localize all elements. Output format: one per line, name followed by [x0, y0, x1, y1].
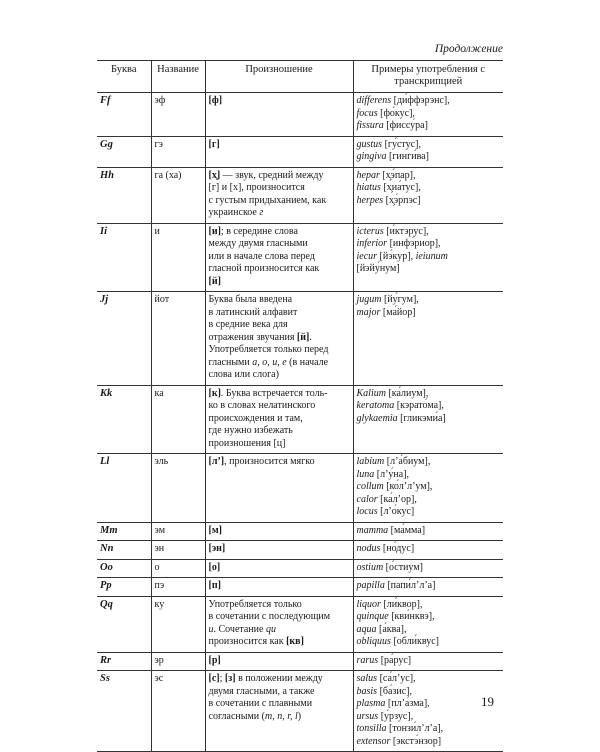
pronunciation-line: [к]. Буква встречается толь- [208, 387, 328, 399]
example-line: differens [ди́ффэрэнс], [356, 95, 450, 106]
example-line: nodus [но́дус] [356, 543, 415, 554]
example-line: mamma [ма́мма] [356, 524, 426, 536]
pronunciation-line: ко в словах нелатинского [208, 400, 316, 411]
examples-cell [353, 559, 503, 578]
letter-cell: Kk [97, 385, 151, 454]
letter-cell: Nn [97, 541, 151, 560]
letter-cell: Ff [97, 93, 151, 137]
examples-cell [353, 578, 503, 597]
examples-cell [353, 652, 503, 671]
pronunciation-line: Употребляется только перед [208, 344, 329, 355]
letter-name-cell: эль [151, 454, 205, 523]
table-row [97, 522, 503, 541]
example-line: luna [л’у́на], [356, 468, 410, 480]
letter-name-cell: ку [151, 596, 205, 652]
pronunciation-line: в латинский алфавит [208, 306, 298, 318]
pronunciation-line: с густым придыханием, как [208, 194, 327, 206]
example-line: major [ма́йор] [356, 306, 416, 318]
continued-label: Продолжение [434, 43, 503, 55]
table-row [97, 596, 503, 652]
letter-cell: Ss [97, 671, 151, 752]
pronunciation-cell [205, 578, 353, 597]
table-header-row [97, 61, 503, 93]
pronunciation-line: гласной произносится как [208, 263, 320, 274]
example-line: collum [ко́л’л’ум], [356, 481, 433, 492]
example-line: keratoma [кэрато́ма], [356, 400, 444, 411]
pronunciation-cell [205, 541, 353, 560]
example-line: inferior [инфэ́риор], [356, 238, 441, 249]
pronunciation-line: [м] [208, 524, 222, 536]
letter-name-cell: эр [151, 652, 205, 671]
example-line: papilla [папи́л’л’а] [356, 580, 436, 591]
example-line: icterus [и́ктэрус], [356, 225, 429, 237]
pronunciation-line: между двумя гласными [208, 238, 308, 249]
pronunciation-line: слова или слога) [208, 369, 279, 380]
example-line: locus [л’о́кус] [356, 506, 415, 517]
letter-cell: Gg [97, 136, 151, 167]
pronunciation-line: [ф] [208, 95, 223, 106]
letter-name-cell: гэ [151, 136, 205, 167]
table-row [97, 167, 503, 223]
letter-cell: Jj [97, 292, 151, 386]
examples-cell [353, 385, 503, 454]
examples-cell [353, 167, 503, 223]
pronunciation-cell [205, 596, 353, 652]
table-row [97, 93, 503, 137]
pronunciation-cell [205, 136, 353, 167]
pronunciation-line: Буква была введена [208, 294, 293, 305]
letter-cell: Rr [97, 652, 151, 671]
pronunciation-line: [и]; в середине слова [208, 225, 298, 237]
letter-name-cell: ка [151, 385, 205, 454]
letter-cell: Ll [97, 454, 151, 523]
page-number: 19 [481, 694, 494, 709]
letter-cell: Mm [97, 522, 151, 541]
example-line: liquor [ли́квор], [356, 598, 423, 610]
pronunciation-line: гласными a, o, u, e (в начале [208, 356, 329, 368]
table-row [97, 652, 503, 671]
pronunciation-line: [й] [208, 275, 221, 287]
example-line: obliquus [обли́квус] [356, 636, 439, 647]
letter-name-cell: о [151, 559, 205, 578]
pronunciation-line: произношения [ц] [208, 437, 286, 449]
pronunciation-line: произносится как [кв] [208, 636, 304, 647]
letter-cell: Pp [97, 578, 151, 597]
letter-cell: Qq [97, 596, 151, 652]
example-line: tonsilla [тонзи́л’л’а], [356, 723, 444, 734]
letter-cell: Oo [97, 559, 151, 578]
pronunciation-cell [205, 167, 353, 223]
pronunciation-cell [205, 522, 353, 541]
letter-cell: Hh [97, 167, 151, 223]
letter-name-cell: и [151, 223, 205, 292]
examples-cell [353, 541, 503, 560]
pronunciation-line: украинское г [208, 207, 264, 218]
column-header-examples: Примеры употребления с транскрипцией [353, 61, 503, 93]
examples-cell [353, 223, 503, 292]
pronunciation-line: [х̧] — звук, средний между [208, 169, 324, 181]
pronunciation-line: в сочетании с последующим [208, 611, 331, 622]
pronunciation-line: Употребляется только [208, 598, 302, 610]
table-row [97, 671, 503, 752]
pronunciation-line: [г] [208, 138, 220, 150]
pronunciation-line: в средние века для [208, 319, 288, 330]
column-header-name: Название [151, 61, 205, 93]
table-row [97, 578, 503, 597]
pronunciation-cell [205, 385, 353, 454]
example-line: quinque [кви́нквэ], [356, 611, 435, 622]
letter-name-cell: эф [151, 93, 205, 137]
letter-name-cell: эм [151, 522, 205, 541]
pronunciation-line: u. Сочетание qu [208, 623, 276, 635]
example-line: gustus [гу́стус], [356, 138, 421, 150]
example-line: focus [фо́кус], [356, 107, 415, 119]
table-row [97, 292, 503, 386]
pronunciation-cell [205, 454, 353, 523]
latin-alphabet-table [97, 60, 503, 752]
pronunciation-line: согласными (m, n, r, l) [208, 710, 302, 722]
letter-cell: Ii [97, 223, 151, 292]
example-line: [йэйу́нум] [356, 263, 400, 274]
column-header-letter: Буква [97, 61, 151, 93]
table-row [97, 385, 503, 454]
letter-name-cell: пэ [151, 578, 205, 597]
pronunciation-line: отражения звучания [й]. [208, 331, 312, 343]
pronunciation-line: [г] и [х], произносится [208, 182, 305, 193]
example-line: plasma [пл’а́зма], [356, 698, 430, 709]
letter-name-cell: га (ха) [151, 167, 205, 223]
letter-name-cell: эс [151, 671, 205, 752]
table-row [97, 559, 503, 578]
pronunciation-cell [205, 671, 353, 752]
example-line: basis [ба́зис], [356, 685, 412, 697]
example-line: rarus [ра́рус] [356, 654, 412, 666]
examples-cell [353, 454, 503, 523]
pronunciation-line: [с]; [з] в положении между [208, 673, 323, 684]
table-row [97, 541, 503, 560]
example-line: aqua [а́ква], [356, 623, 407, 635]
example-line: iecur [йэ́кур], ieiunum [356, 250, 448, 262]
table-row [97, 223, 503, 292]
example-line: gingiva [гинги́ва] [356, 151, 429, 162]
examples-cell [353, 93, 503, 137]
example-line: salus [са́л’ус], [356, 673, 416, 684]
pronunciation-line: [эн] [208, 543, 226, 554]
pronunciation-line: [р] [208, 654, 221, 666]
pronunciation-line: или в начале слова перед [208, 250, 315, 262]
example-line: hepar [х̧э́пар], [356, 169, 416, 181]
examples-cell [353, 136, 503, 167]
pronunciation-line: происхождения и там, [208, 412, 303, 424]
pronunciation-line: [л’], произносится мягко [208, 456, 315, 467]
pronunciation-line: [п] [208, 580, 221, 591]
examples-cell [353, 671, 503, 752]
pronunciation-cell [205, 652, 353, 671]
example-line: calor [ка́л’ор], [356, 493, 417, 505]
example-line: jugum [йу́гум], [356, 294, 419, 305]
pronunciation-cell [205, 559, 353, 578]
example-line: ursus [у́рзус], [356, 710, 414, 722]
pronunciation-line: где нужно избежать [208, 425, 293, 436]
pronunciation-cell [205, 223, 353, 292]
example-line: hiatus [х̧иа́тус], [356, 182, 421, 193]
example-line: fissura [фиссу́ра] [356, 120, 428, 131]
table-row [97, 454, 503, 523]
example-line: Kalium [ка́лиум], [356, 387, 429, 399]
pronunciation-line: в сочетании с плавными [208, 698, 313, 709]
letter-name-cell: эн [151, 541, 205, 560]
examples-cell [353, 292, 503, 386]
pronunciation-line: [о] [208, 561, 221, 573]
example-line: herpes [х̧э́рпэс] [356, 194, 421, 206]
letter-name-cell: йот [151, 292, 205, 386]
column-header-pronunciation: Произношение [205, 61, 353, 93]
table-row [97, 136, 503, 167]
example-line: ostium [о́стиум] [356, 561, 423, 573]
example-line: labium [л’а́биум], [356, 456, 431, 467]
pronunciation-cell [205, 292, 353, 386]
examples-cell [353, 596, 503, 652]
pronunciation-line: двумя гласными, а также [208, 685, 315, 697]
example-line: glykaemia [гликэми́а] [356, 412, 446, 424]
pronunciation-cell [205, 93, 353, 137]
example-line: extensor [экстэ́нзор] [356, 735, 442, 747]
examples-cell [353, 522, 503, 541]
